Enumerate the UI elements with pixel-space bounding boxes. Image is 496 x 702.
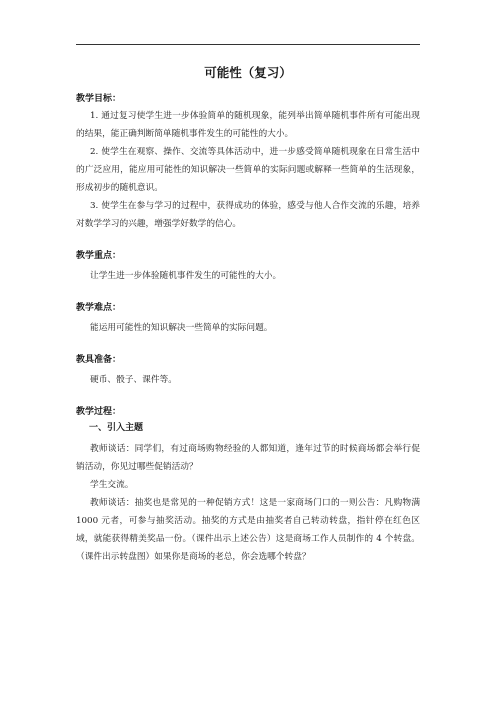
difficulty-text: 能运用可能性的知识解决一些简单的实际问题。 xyxy=(90,323,273,333)
objective-item: 1. 通过复习使学生进一步体验简单的随机现象，能列举出简单随机事件所有可能出现的结果，能正确判断简单随机事件发生的可能性的大小。 xyxy=(76,111,420,139)
section-heading: 一、引入主题 xyxy=(89,423,144,433)
header-rule xyxy=(76,44,420,45)
process-paragraph: 教师谈话：抽奖也是常见的一种促销方式！这是一家商场门口的一则公告：凡购物满 1000 元者，可参与抽奖活动。抽奖的方式是由抽奖者自己转动转盘，指针停在红色区域，就能获得精美奖品一份。（课件出示上述公告）这是商场工作人员制作的 4 个转盘。（课件出示转盘图）如果你是商场的老总，你会选哪个转盘？ xyxy=(76,498,420,562)
process-paragraph: 学生交流。 xyxy=(90,480,134,490)
difficulty-heading: 教学难点： xyxy=(76,303,122,313)
key-point-heading: 教学重点： xyxy=(76,251,122,261)
document-body xyxy=(76,64,420,566)
process-paragraph: 教师谈话：同学们，有过商场购物经验的人都知道，逢年过节的时候商场都会举行促销活动，你见过哪些促销活动？ xyxy=(76,444,420,472)
document-title: 可能性（复习） xyxy=(204,65,292,80)
key-point-text: 让学生进一步体验随机事件发生的可能性的大小。 xyxy=(90,271,282,281)
objectives-heading: 教学目标： xyxy=(76,94,122,104)
objective-item: 3. 使学生在参与学习的过程中，获得成功的体验，感受与他人合作交流的乐趣，培养对数学学习的兴趣，增强学好数学的信心。 xyxy=(76,201,420,229)
process-heading: 教学过程： xyxy=(76,407,122,417)
materials-text: 硬币、骰子、课件等。 xyxy=(90,375,177,385)
materials-heading: 教具准备： xyxy=(76,355,122,365)
objective-item: 2. 使学生在观察、操作、交流等具体活动中，进一步感受简单随机现象在日常生活中的广泛应用，能应用可能性的知识解决一些简单的实际问题或解释一些简单的生活现象，形成初步的随机意识。 xyxy=(76,147,420,193)
